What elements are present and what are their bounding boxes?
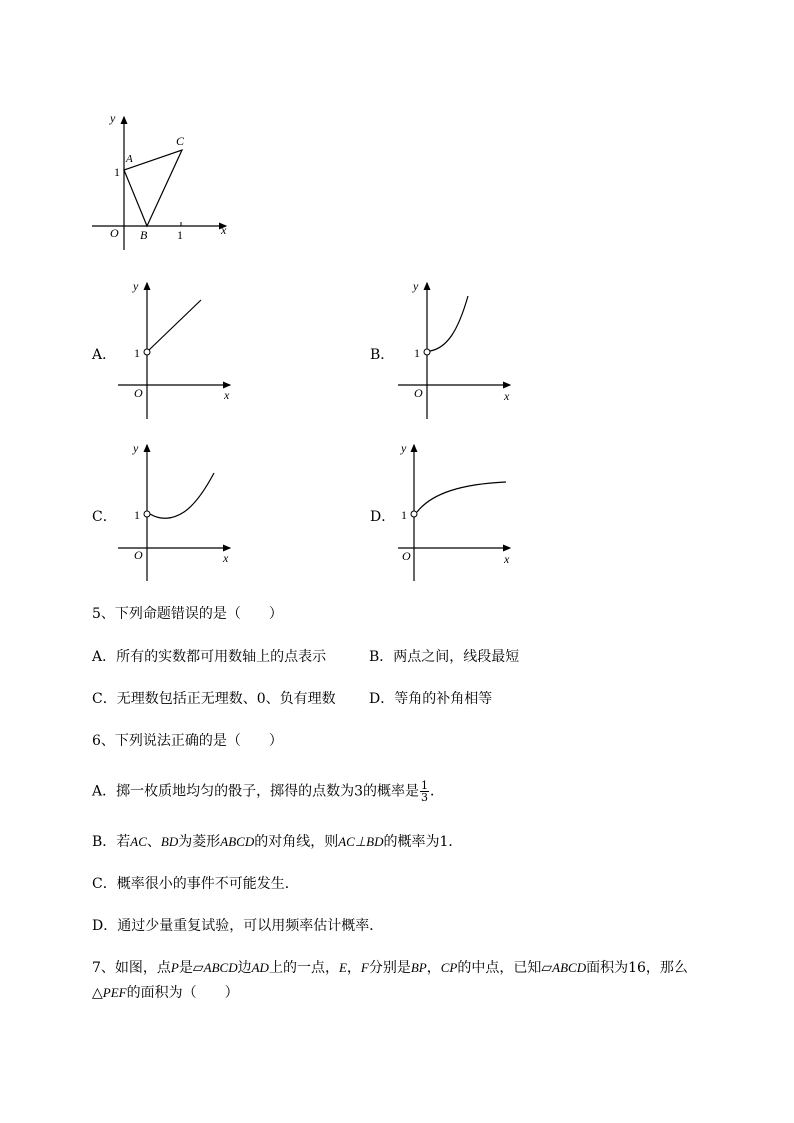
label-x: x <box>221 223 227 237</box>
q5-option-d: D．等角的补角相等 <box>369 691 493 707</box>
option-c-label: C． <box>92 509 117 525</box>
svg-text:y: y <box>133 441 139 455</box>
q6-option-a: A．掷一枚质地均匀的骰子，掷得的点数为3的概率是 $\frac{1}{3}$ ． <box>92 779 445 804</box>
graph-b <box>392 276 517 421</box>
graph-a <box>112 276 237 421</box>
graph-c <box>112 438 237 583</box>
option-b-label: B． <box>370 347 395 363</box>
svg-text:O: O <box>414 386 423 400</box>
q5-option-b: B．两点之间，线段最短 <box>369 649 520 665</box>
svg-text:1: 1 <box>414 346 420 360</box>
label-a: A <box>126 153 133 165</box>
curve-d <box>417 482 506 512</box>
svg-text:O: O <box>402 549 411 563</box>
svg-text:1: 1 <box>134 508 140 522</box>
svg-text:x: x <box>504 552 510 566</box>
label-one-x: 1 <box>177 228 183 242</box>
q5-option-c: C．无理数包括正无理数、0、负有理数 <box>92 691 336 707</box>
svg-text:x: x <box>224 388 230 402</box>
label-one-y: 1 <box>114 165 120 179</box>
graph-d <box>392 438 517 583</box>
triangle-figure <box>88 105 238 255</box>
label-origin: O <box>110 226 119 240</box>
svg-text:x: x <box>504 389 510 403</box>
curve-a <box>149 300 201 350</box>
label-y: y <box>110 111 116 125</box>
svg-text:y: y <box>133 279 139 293</box>
label-b: B <box>140 228 148 242</box>
svg-text:y: y <box>413 279 419 293</box>
q5-option-a: A．所有的实数都可用数轴上的点表示 <box>92 649 327 665</box>
label-c: C <box>176 134 185 148</box>
q6-option-c: C．概率很小的事件不可能发生． <box>92 876 299 892</box>
q6-option-d: D．通过少量重复试验，可以用频率估计概率． <box>92 918 384 934</box>
option-a-label: A． <box>92 347 117 363</box>
fraction-one-third: $\frac{1}{3}$ <box>421 779 429 804</box>
q7-stem-line2: △PEF的面积为（ ） <box>92 985 239 1001</box>
q6-option-b: B．若AC、BD为菱形ABCD的对角线，则AC⊥BD的概率为1． <box>92 834 463 850</box>
q7-stem-line1: 7、如图，点P是▱ABCD边AD上的一点，E，F分别是BP，CP的中点，已知▱ABCD面积为16，那么 <box>92 960 688 976</box>
svg-text:O: O <box>134 386 143 400</box>
svg-text:1: 1 <box>134 346 140 360</box>
curve-b <box>430 296 468 351</box>
svg-text:1: 1 <box>401 508 407 522</box>
q6-stem: 6、下列说法正确的是（ ） <box>92 733 283 749</box>
svg-text:x: x <box>223 551 229 565</box>
q5-stem: 5、下列命题错误的是（ ） <box>92 606 283 622</box>
option-d-label: D． <box>370 509 396 525</box>
svg-text:O: O <box>134 548 143 562</box>
curve-c <box>150 473 214 518</box>
svg-text:y: y <box>401 441 407 455</box>
